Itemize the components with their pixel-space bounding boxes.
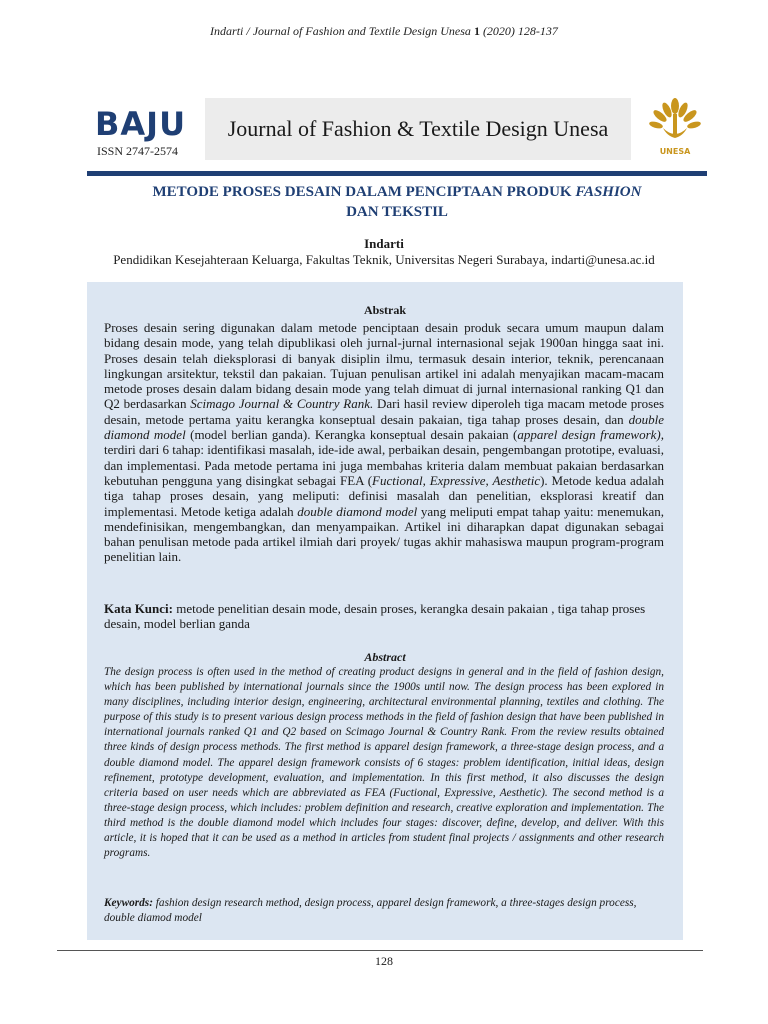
title-part2: DAN TEKSTIL — [346, 204, 448, 220]
running-head-pages: (2020) 128-137 — [482, 24, 558, 38]
abstract-id-seg5: ). Metode kedua adalah tiga tahap proses desain, yang meliputi: definisi masalah dan penelitian, eksplorasi kreatif dan implementasi. Metode ketiga adalah — [104, 472, 664, 519]
header-rule — [87, 171, 707, 176]
unesa-logo-icon — [643, 94, 707, 158]
journal-name-bar — [205, 98, 631, 160]
issn: ISSN 2747-2574 — [97, 144, 179, 158]
masthead — [87, 94, 707, 164]
abstract-id-italic1: Scimago Journal & Country Rank. — [190, 396, 374, 412]
running-head — [0, 24, 768, 39]
keywords-id — [104, 601, 664, 632]
abstract-id-seg3: (model berlian ganda). Kerangka konseptual desain pakaian ( — [190, 427, 518, 443]
title-part1: METODE PROSES DESAIN DALAM PENCIPTAAN PRODUK — [152, 184, 572, 200]
abstract-en-text: The design process is often used in the method of creating product designs in general and in the field of fashion design, which has been published by international journals since the 1900s until now. The design process has been explored in many disciplines, including interior design, engineering, architectural environmental planning, textiles and clothing. The purpose of this study is to present various design process methods in the field of fashion design that have been published in international journals ranked Q1 and Q2 based on Scimago Journal & Country Rank. From the review results obtained three kinds of design process methods. The first method is apparel design framework, a three-stage design process, and a double diamond model. The apparel design framework consists of 6 stages: problem identification, initial ideas, design refinement, prototype development, evaluation, and implementation. In this first method, it also discusses the design criteria based on user needs which are abbreviated as FEA (Fuctional, Expressive, Aesthetic). The second method is a three-stage design process, which includes: problem definition and research, creative exploration and implementation. The third method is the double diamond model which includes four stages: discover, define, develop, and deliver. With this article, it is hoped that it can be used as a method in articles from student final projects / assignments and other research programs. — [104, 666, 664, 860]
running-head-volume: 1 — [473, 24, 480, 38]
page-number: 128 — [375, 954, 393, 968]
abstract-id-seg1: Proses desain sering digunakan dalam metode penciptaan desain produk secara umum maupun dalam bidang desain mode, yang telah dipublikasi oleh jurnal-jurnal internasional sejak 1900an hingga saat ini. Proses desain telah dieksplorasi di banyak disiplin ilmu, termasuk desain interior, teknik, perencanaan lingkungan arsitektur, tekstil dan pakaian. Tujuan penulisan artikel ini adalah menyajikan macam-macam metode proses desain dalam bidang desain mode yang telah dimuat di jurnal internasional ranking Q1 dan Q2 berdasarkan — [104, 320, 664, 412]
keywords-en-text: fashion design research method, design process, apparel design framework, a three-stages design process, double diamod model — [104, 897, 637, 925]
keywords-en — [104, 896, 664, 926]
abstract-id-seg6: yang meliputi empat tahap yaitu: menemukan, mendefinisikan, mengembangkan, dan menyampaikan. Artikel ini diharapkan dapat digunakan sebagai bahan penulisan metode pada artikel ilmiah dari proyek/ tugas akhir mahasiswa maupun program-program penelitian lain. — [104, 503, 665, 565]
abstract-id-seg4: terdiri dari 6 tahap: identifikasi masalah, ide-ide awal, perbaikan desain, pengembangan prototipe, evaluasi, dan implementasi. Pada metode pertama ini juga membahas kriteria dalam membuat pakaian berdasarkan kebutuhan pengguna yang disingkat sebagai FEA ( — [104, 442, 664, 488]
abstract-id-seg2: Dari hasil review diperoleh tiga macam metode proses desain, metode pertama yaitu kerangka konseptual desain pakaian, tiga tahap proses desain, dan — [104, 396, 665, 427]
keywords-en-label: Keywords: — [104, 897, 153, 909]
unesa-label: UNESA — [659, 147, 691, 156]
abstract-id-italic4: Fuctional, Expressive, Aesthetic — [372, 472, 541, 488]
abstract-id-text — [104, 320, 664, 565]
author-affiliation: Pendidikan Kesejahteraan Keluarga, Fakultas Teknik, Universitas Negeri Surabaya, indarti@unesa.ac.id — [113, 252, 655, 267]
abstract-id-italic3: apparel design framework), — [517, 427, 664, 443]
baju-logo-block — [95, 106, 205, 159]
author-name: Indarti — [364, 236, 404, 251]
abstract-en-heading: Abstract — [364, 650, 406, 664]
keywords-id-label: Kata Kunci: — [104, 601, 173, 616]
abstract-id-italic5: double diamond model — [297, 503, 418, 519]
title-italic: FASHION — [575, 184, 642, 200]
article-title — [87, 182, 707, 222]
baju-logo: BAJU — [95, 105, 187, 143]
journal-name: Journal of Fashion & Textile Design Unesa — [227, 116, 609, 141]
footer-rule — [57, 950, 703, 951]
abstract-id-heading: Abstrak — [363, 303, 406, 317]
abstract-id-italic2: double diamond model — [104, 411, 664, 443]
running-head-journal: Indarti / Journal of Fashion and Textile Design Unesa — [210, 24, 471, 38]
keywords-id-text: metode penelitian desain mode, desain proses, kerangka desain pakaian , tiga tahap proses desain, model berlian ganda — [104, 601, 646, 632]
